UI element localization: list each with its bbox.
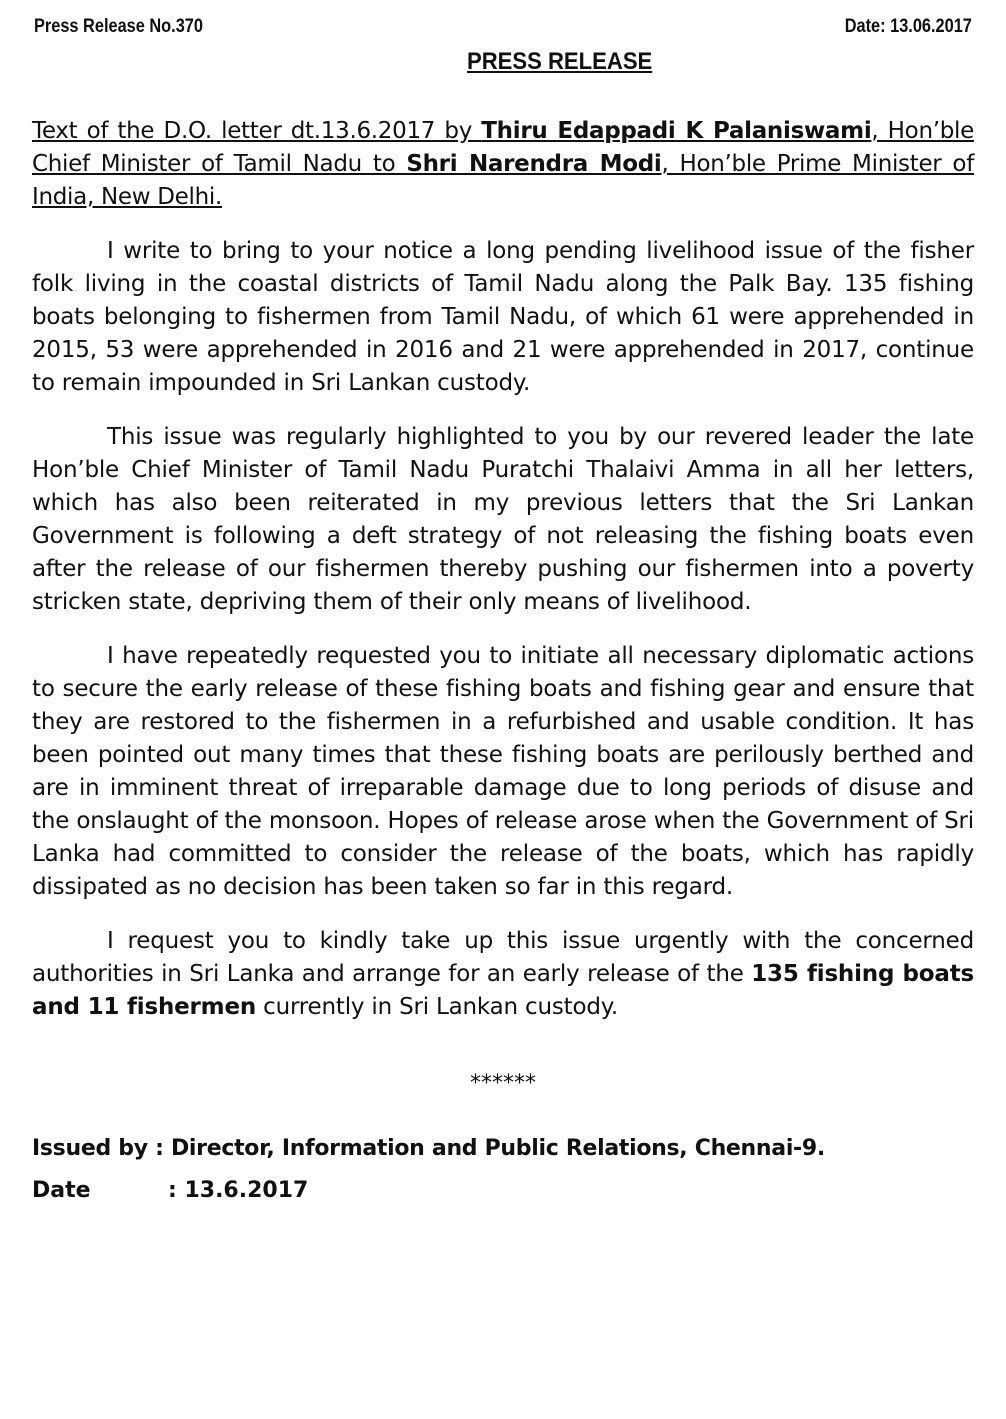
footer-date-value: : 13.6.2017 (168, 1178, 309, 1203)
paragraph-1: I write to bring to your notice a long pending livelihood issue of the fisher folk living in the coastal districts of Tamil Nadu along the Palk Bay. 135 fishing boats belonging to fishermen from Tamil Nadu, of which 61 were apprehended in 2015, 53 were apprehended in 2016 and 21 were apprehended in 2017, continue to remain impounded in Sri Lankan custody. (32, 238, 974, 396)
paragraph-4 (32, 925, 974, 1024)
paragraph-text: I request you to kindly take up this issue urgently with the concerned authorities in Sri Lanka and arrange for an early release of the (32, 928, 974, 987)
subject-text: , Hon’ble Chief Minister of Tamil Nadu to (32, 118, 974, 177)
separator: ****** (470, 1071, 536, 1096)
highlighted-demand: 135 fishing boats and 11 fishermen (32, 961, 974, 1020)
press-release-number: Press Release No.370 (34, 16, 203, 37)
page-title: PRESS RELEASE (467, 48, 653, 75)
subject-text: Text of the D.O. letter dt.13.6.2017 by (32, 118, 482, 144)
header-date: Date: 13.06.2017 (844, 16, 972, 37)
subject-text: , Hon’ble Prime Minister of India, New Delhi. (32, 151, 974, 210)
paragraph-text: currently in Sri Lankan custody. (256, 994, 618, 1020)
paragraph-3: I have repeatedly requested you to initiate all necessary diplomatic actions to secure the early release of these fishing boats and fishing gear and ensure that they are restored to the fishermen in a refurbished and usable condition. It has been pointed out many times that these fishing boats are perilously berthed and are in imminent threat of irreparable damage due to long periods of disuse and the onslaught of the monsoon. Hopes of release arose when the Government of Sri Lanka had committed to consider the release of the boats, which has rapidly dissipated as no decision has been taken so far in this regard. (32, 643, 974, 900)
sender-name: Thiru Edappadi K Palaniswami (481, 118, 872, 144)
footer-date-label: Date (32, 1178, 91, 1203)
document-body (32, 115, 974, 1207)
footer-date (32, 1174, 974, 1207)
issued-by: Issued by : Director, Information and Public Relations, Chennai-9. (32, 1136, 825, 1161)
recipient-name: Shri Narendra Modi (406, 151, 662, 177)
paragraph-2: This issue was regularly highlighted to you by our revered leader the late Hon’ble Chief Minister of Tamil Nadu Puratchi Thalaivi Amma in all her letters, which has also been reiterated in my previous letters that the Sri Lankan Government is following a deft strategy of not releasing the fishing boats even after the release of our fishermen thereby pushing our fishermen into a poverty stricken state, depriving them of their only means of livelihood. (32, 424, 974, 615)
letter-subject (32, 115, 974, 214)
